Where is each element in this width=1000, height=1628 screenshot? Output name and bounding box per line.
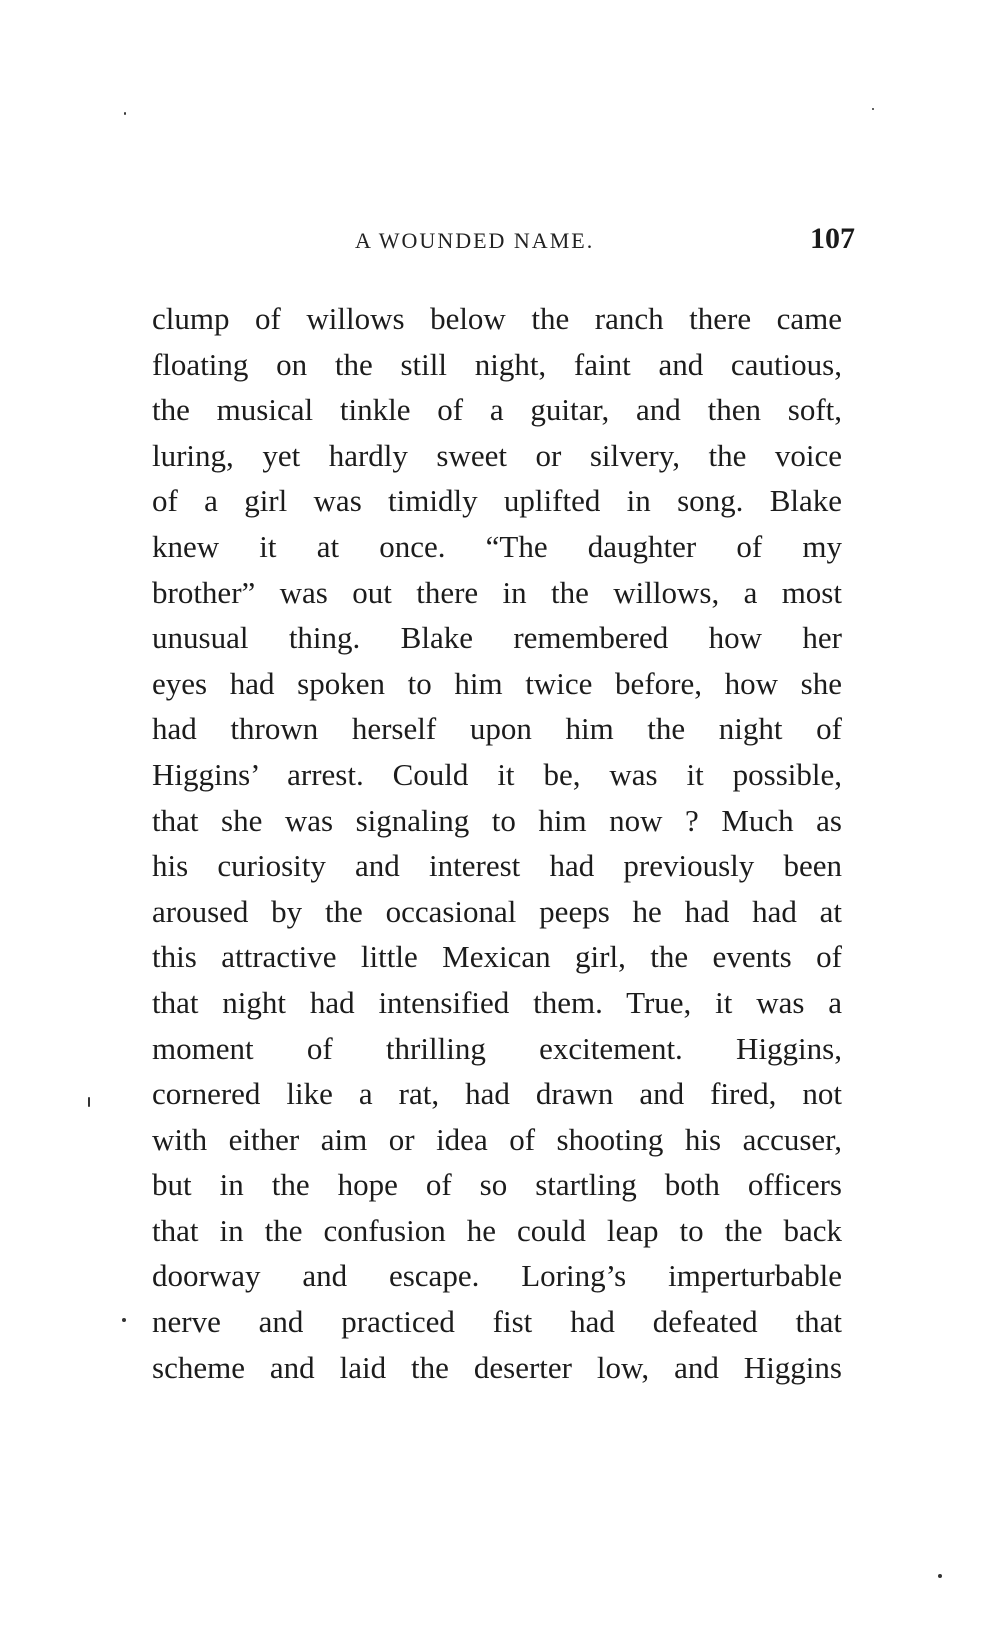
scan-speck: [124, 112, 126, 115]
page-number: 107: [810, 222, 855, 255]
text-line: brother” was out there in the willows, a most: [152, 574, 842, 610]
text-line: eyes had spoken to him twice before, how she: [152, 665, 842, 701]
text-line: this attractive little Mexican girl, the events of: [152, 939, 842, 975]
scan-speck: [122, 1318, 126, 1322]
text-line: of a girl was timidly uplifted in song. Blake: [152, 483, 842, 519]
text-line: the musical tinkle of a guitar, and then soft,: [152, 392, 842, 428]
text-line: his curiosity and interest had previously been: [152, 848, 842, 884]
text-line: Higgins’ arrest. Could it be, was it possible,: [152, 756, 842, 792]
body-text: [152, 296, 842, 1390]
text-line: unusual thing. Blake remembered how her: [152, 620, 842, 656]
text-line: clump of willows below the ranch there came: [152, 301, 842, 336]
text-line: aroused by the occasional peeps he had had at: [152, 893, 842, 929]
text-line: scheme and laid the deserter low, and Higgins: [152, 1349, 842, 1385]
scan-speck: [872, 108, 874, 110]
text-line: doorway and escape. Loring’s imperturbable: [152, 1258, 842, 1294]
text-line: but in the hope of so startling both officers: [152, 1167, 842, 1203]
text-line: had thrown herself upon him the night of: [152, 711, 842, 747]
scan-speck: [938, 1574, 942, 1578]
text-line: moment of thrilling excitement. Higgins,: [152, 1030, 842, 1066]
text-line: knew it at once. “The daughter of my: [152, 528, 842, 564]
text-line: that she was signaling to him now ? Much as: [152, 802, 842, 838]
text-line: floating on the still night, faint and cautious,: [152, 346, 842, 382]
text-line: that in the confusion he could leap to the back: [152, 1212, 842, 1248]
text-line: nerve and practiced fist had defeated that: [152, 1304, 842, 1340]
text-line: that night had intensified them. True, it was a: [152, 984, 842, 1020]
text-line: cornered like a rat, had drawn and fired, not: [152, 1076, 842, 1112]
text-line: with either aim or idea of shooting his accuser,: [152, 1121, 842, 1157]
scan-speck: [88, 1097, 90, 1107]
text-line: luring, yet hardly sweet or silvery, the voice: [152, 437, 842, 473]
running-head: A WOUNDED NAME.: [355, 228, 595, 253]
